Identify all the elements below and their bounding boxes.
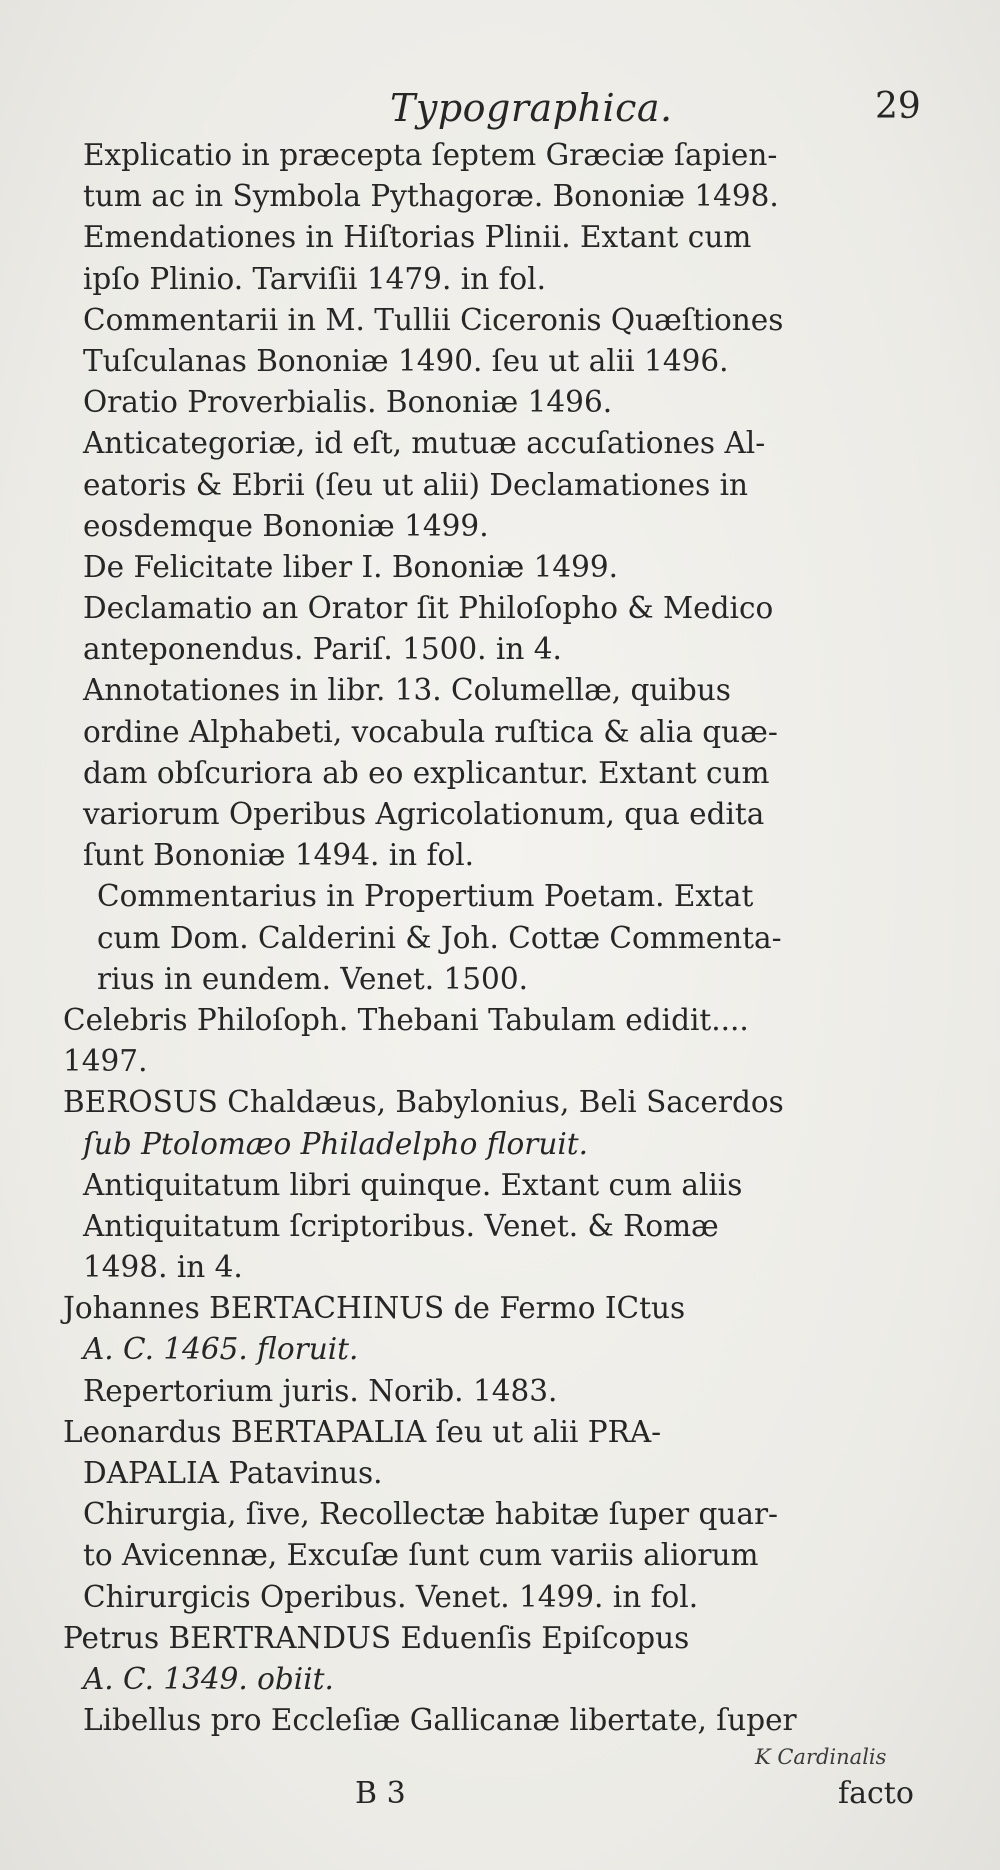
- text-line: cum Dom. Calderini & Joh. Cottæ Commenta-: [97, 920, 782, 955]
- text-line: DAPALIA Patavinus.: [83, 1456, 383, 1490]
- text-line: Anticategoriæ, id eſt, mutuæ accuſationes Al-: [83, 426, 766, 461]
- text-line: Leonardus BERTAPALIA ſeu ut alii PRA-: [63, 1414, 662, 1449]
- text-line: rius in eundem. Venet. 1500.: [97, 961, 528, 996]
- text-line: Petrus BERTRANDUS Eduenſis Epiſcopus: [63, 1620, 690, 1655]
- text-line: Emendationes in Hiſtorias Plinii. Extant cum: [83, 220, 752, 255]
- text-line: eosdemque Bononiæ 1499.: [83, 508, 489, 543]
- text-line: Explicatio in præcepta ſeptem Græciæ ſapien-: [83, 138, 778, 172]
- text-line: Antiquitatum ſcriptoribus. Venet. & Romæ: [83, 1208, 719, 1243]
- text-line: De Felicitate liber I. Bononiæ 1499.: [83, 549, 619, 584]
- signature-mark: B 3: [355, 1776, 406, 1811]
- text-line: Chirurgicis Operibus. Venet. 1499. in fol.: [83, 1579, 699, 1614]
- text-line: A. C. 1465. floruit.: [83, 1332, 359, 1367]
- pencil-annotation: K Cardinalis: [755, 1745, 887, 1769]
- text-line: Annotationes in libr. 13. Columellæ, quibus: [83, 673, 731, 708]
- page-header: [0, 86, 1000, 136]
- body-text: [55, 135, 925, 1741]
- text-line: tum ac in Symbola Pythagoræ. Bononiæ 1498.: [83, 179, 779, 214]
- text-line: Celebris Philoſoph. Thebani Tabulam edidit....: [63, 1002, 749, 1037]
- text-line: ſub Ptolomæo Philadelpho floruit.: [83, 1126, 588, 1161]
- text-line: dam obſcuriora ab eo explicantur. Extant cum: [83, 755, 770, 790]
- text-line: Repertorium juris. Norib. 1483.: [83, 1373, 558, 1408]
- text-line: anteponendus. Pariſ. 1500. in 4.: [83, 632, 562, 667]
- text-line: ſunt Bononiæ 1494. in fol.: [83, 838, 475, 873]
- text-line: Tuſculanas Bononiæ 1490. ſeu ut alii 1496.: [83, 343, 729, 378]
- text-line: Commentarii in M. Tullii Ciceronis Quæſtiones: [83, 302, 784, 337]
- text-line: Johannes BERTACHINUS de Fermo ICtus: [63, 1291, 686, 1326]
- text-line: to Avicennæ, Excuſæ ſunt cum variis aliorum: [83, 1538, 759, 1573]
- text-line: BEROSUS Chaldæus, Babylonius, Beli Sacerdos: [63, 1085, 784, 1120]
- text-line: ipſo Plinio. Tarviſii 1479. in fol.: [83, 261, 546, 296]
- page-number: 29: [875, 86, 921, 127]
- catchword: facto: [838, 1776, 914, 1811]
- text-line: Libellus pro Eccleſiæ Gallicanæ libertate, ſuper: [83, 1703, 797, 1738]
- text-line: 1498. in 4.: [83, 1250, 243, 1285]
- page-footer: [0, 1776, 1000, 1822]
- text-line: A. C. 1349. obiit.: [83, 1661, 334, 1696]
- text-line: ordine Alphabeti, vocabula ruſtica & alia quæ-: [83, 714, 778, 749]
- text-line: Commentarius in Propertium Poetam. Extat: [97, 879, 754, 914]
- text-line: Chirurgia, ſive, Recollectæ habitæ ſuper quar-: [83, 1497, 779, 1532]
- text-line: 1497.: [63, 1044, 148, 1079]
- text-line: Declamatio an Orator ſit Philoſopho & Medico: [83, 591, 774, 626]
- text-line: variorum Operibus Agricolationum, qua edita: [83, 797, 765, 831]
- text-line: eatoris & Ebrii (ſeu ut alii) Declamationes in: [83, 467, 749, 502]
- text-line: Oratio Proverbialis. Bononiæ 1496.: [83, 385, 613, 420]
- running-head: Typographica.: [390, 86, 673, 130]
- text-line: Antiquitatum libri quinque. Extant cum aliis: [83, 1167, 743, 1202]
